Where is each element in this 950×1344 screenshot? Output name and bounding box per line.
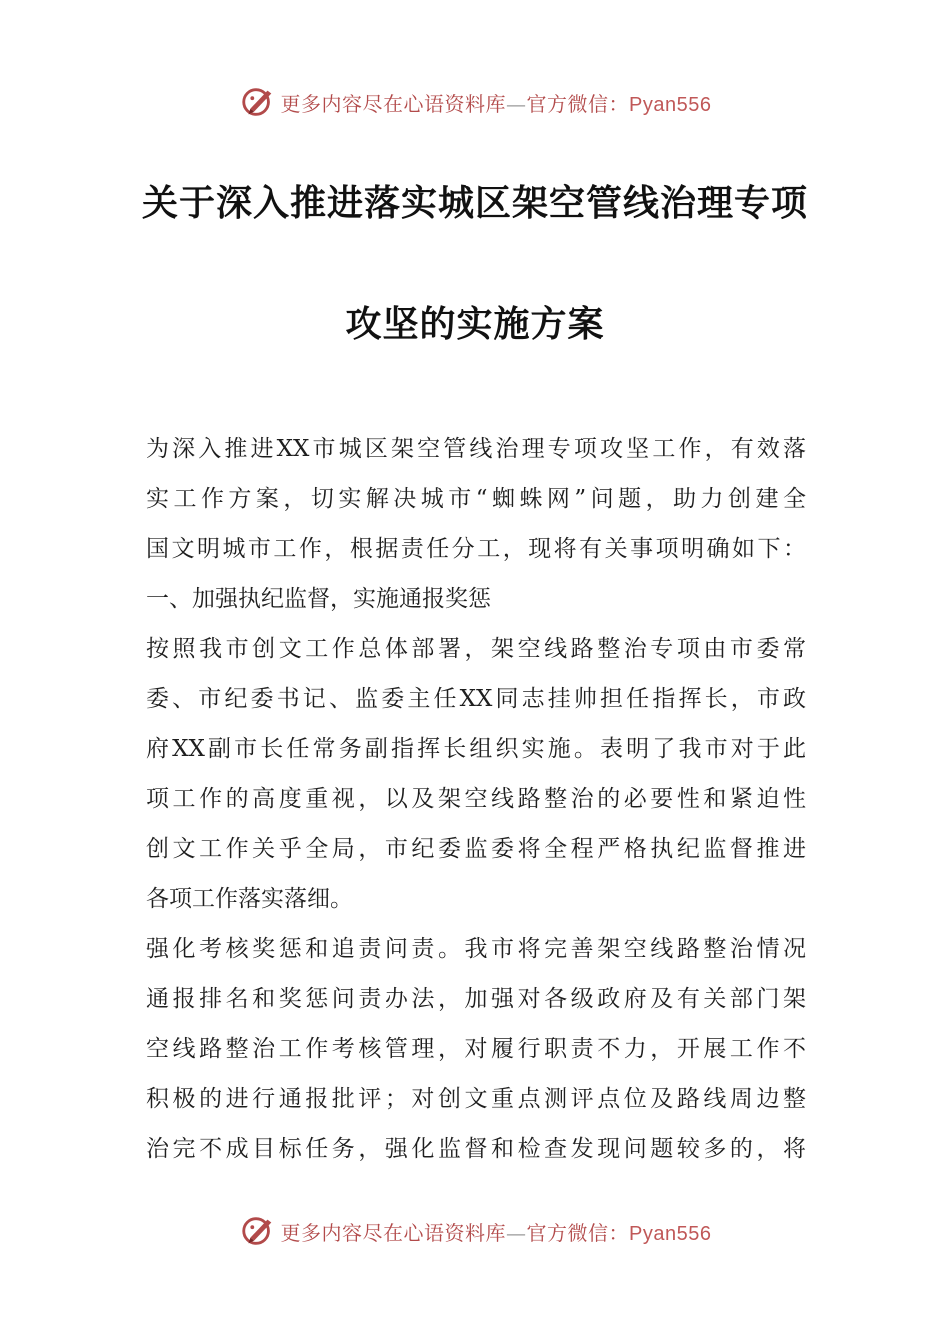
document-title-line-1: 关于深入推进落实城区架空管线治理专项 (141, 183, 808, 224)
body-line: 为深入推进XX市城区架空管线治理专项攻坚工作，有效落 (146, 436, 806, 462)
header-wechat-id: Pyan556 (629, 93, 712, 116)
pen-logo-icon (239, 83, 277, 121)
body-line: 实工作方案，切实解决城市“蜘蛛网”问题，助力创建全 (146, 486, 806, 512)
body-line: 国文明城市工作，根据责任分工，现将有关事项明确如下： (146, 536, 806, 562)
body-line: 项工作的高度重视，以及架空线路整治的必要性和紧迫性 (146, 786, 806, 812)
body-line: 空线路整治工作考核管理，对履行职责不力，开展工作不 (146, 1036, 806, 1062)
body-line: 府XX副市长任常务副指挥长组织实施。表明了我市对于此 (146, 736, 806, 762)
header-banner-text (281, 88, 712, 117)
body-line: 强化考核奖惩和追责问责。我市将完善架空线路整治情况 (146, 936, 806, 962)
body-line: 各项工作落实落细。 (146, 886, 353, 912)
body-line: 治完不成目标任务，强化监督和检查发现问题较多的，将 (146, 1136, 806, 1162)
footer-wechat-id: Pyan556 (629, 1222, 712, 1245)
header-banner-separator: — (506, 91, 527, 116)
footer-banner-text (281, 1217, 712, 1246)
header-banner (0, 82, 950, 122)
body-line: 按照我市创文工作总体部署，架空线路整治专项由市委常 (146, 636, 806, 662)
document-title-line-2: 攻坚的实施方案 (345, 304, 605, 345)
header-banner-label: 更多内容尽在心语资料库 (280, 91, 507, 116)
footer-banner-suffix: 官方微信： (526, 1220, 630, 1245)
pen-logo-icon (239, 1212, 277, 1250)
footer-banner (0, 1211, 950, 1251)
body-line: 创文工作关乎全局，市纪委监委将全程严格执纪监督推进 (146, 836, 806, 862)
header-banner-suffix: 官方微信： (526, 91, 630, 116)
document-body (146, 424, 806, 1174)
body-line: 通报排名和奖惩问责办法，加强对各级政府及有关部门架 (146, 986, 806, 1012)
body-line: 委、市纪委书记、监委主任XX同志挂帅担任指挥长，市政 (146, 686, 806, 712)
footer-banner-separator: — (506, 1220, 527, 1245)
section-heading: 一、加强执纪监督，实施通报奖惩 (146, 586, 491, 612)
footer-banner-label: 更多内容尽在心语资料库 (280, 1220, 507, 1245)
body-line: 积极的进行通报批评；对创文重点测评点位及路线周边整 (146, 1086, 806, 1112)
